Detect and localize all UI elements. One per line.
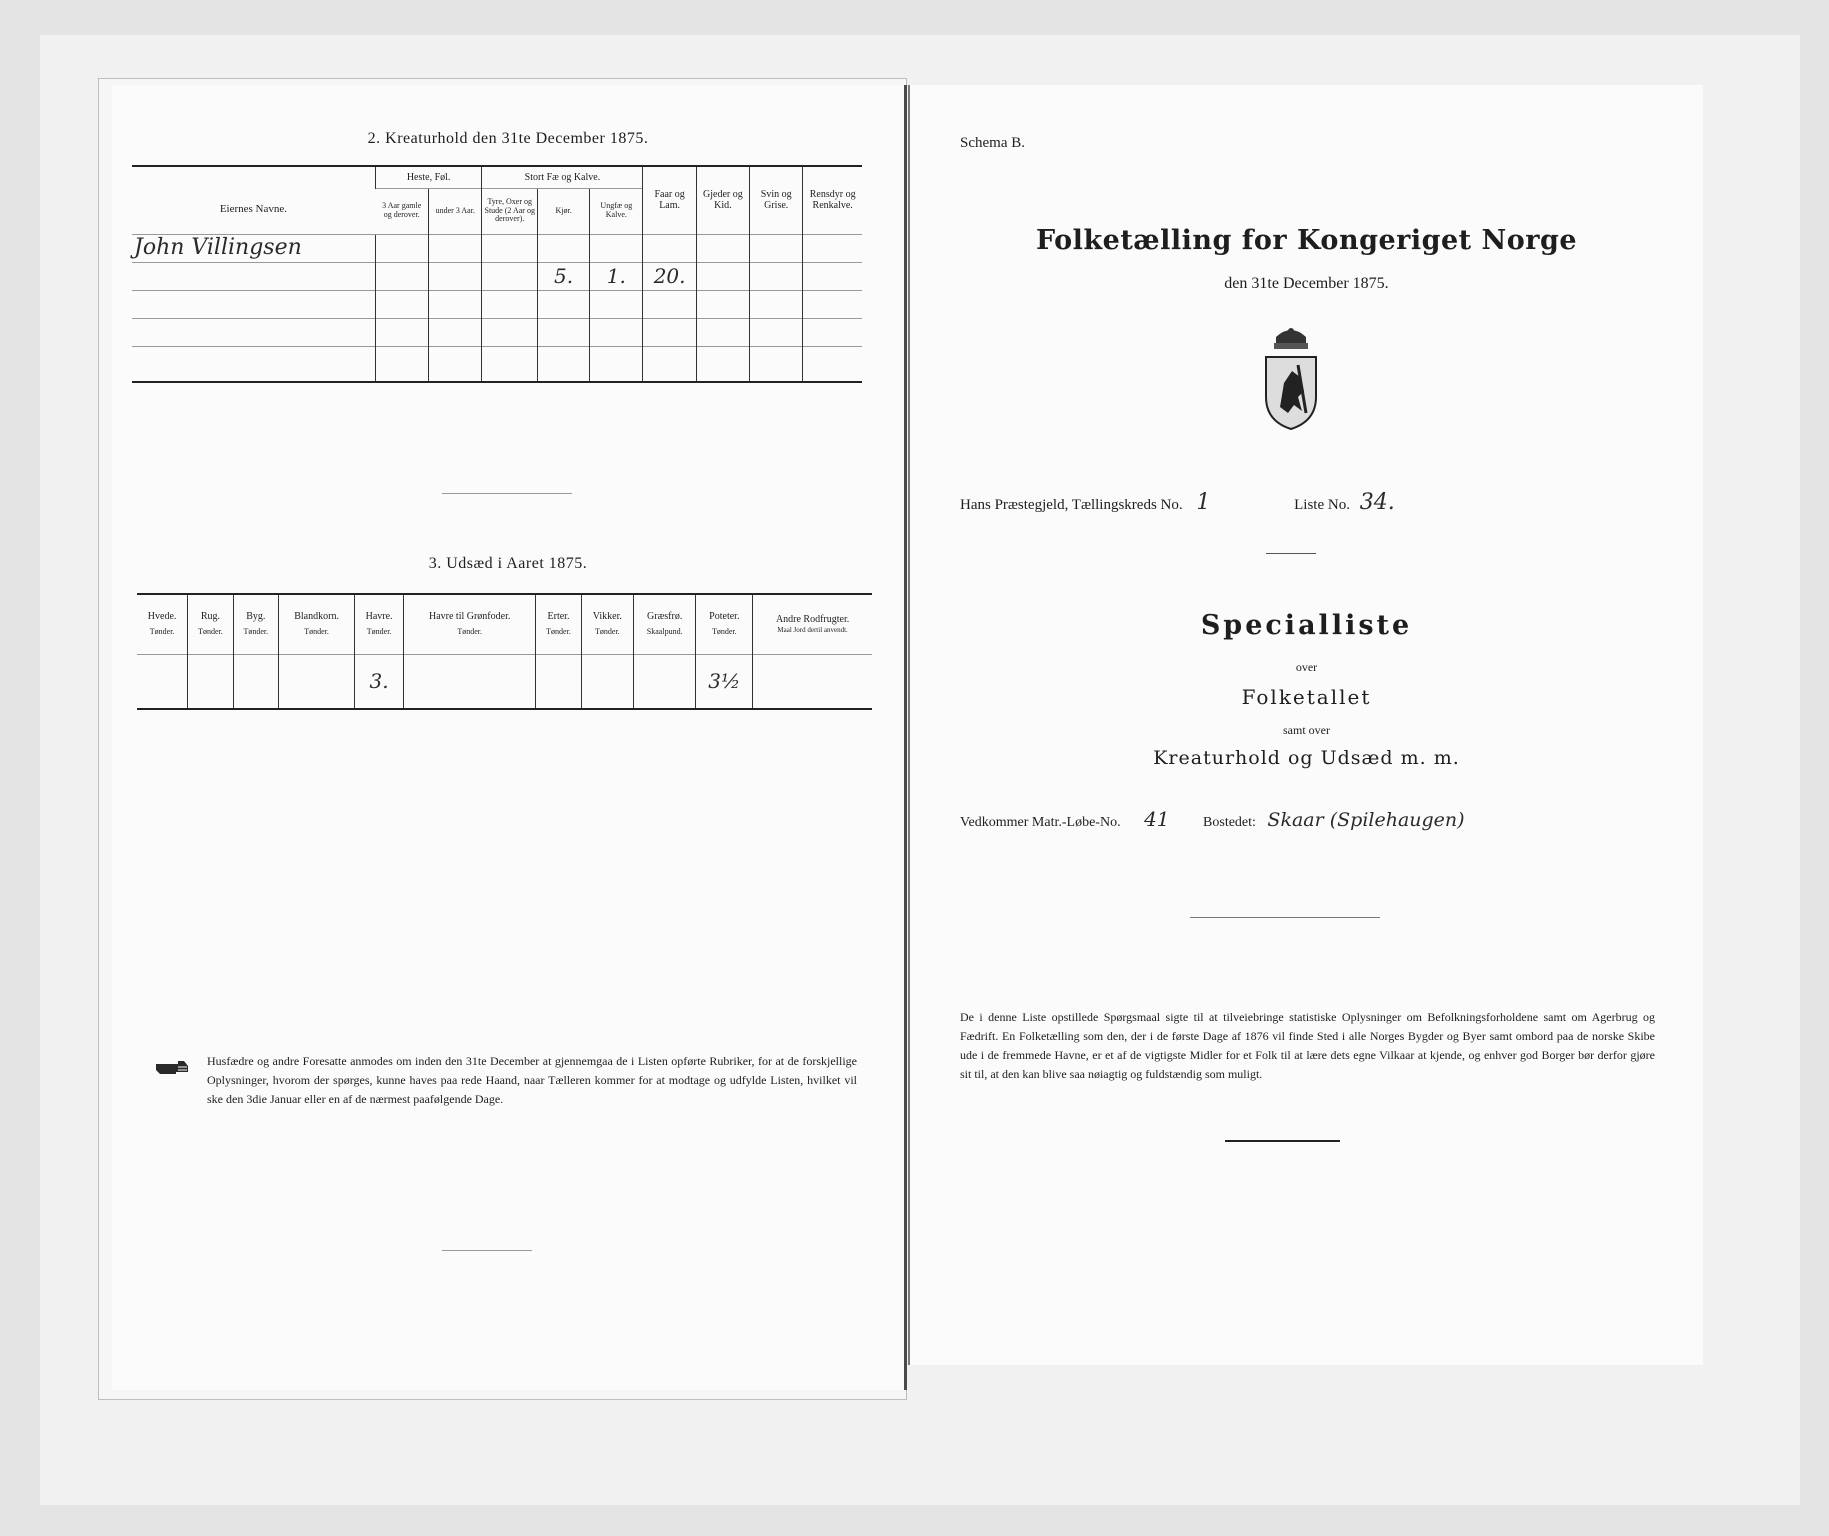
seed-col-unit: Tønder.: [304, 627, 329, 637]
kreaturhold-heading: Kreaturhold og Udsæd m. m.: [1153, 747, 1460, 769]
matr-line: [960, 807, 1680, 831]
seed-col-name: Blandkorn.: [294, 611, 339, 623]
divider: [1190, 917, 1380, 918]
value-ungfae: 1.: [606, 264, 626, 288]
district-line: [960, 490, 1660, 515]
owner-name-handwritten: John Villingsen: [134, 234, 302, 260]
seed-col-name: Byg.: [246, 611, 266, 623]
document-title: Folketælling for Kongeriget Norge: [1035, 225, 1578, 256]
bosted-label: Bostedet:: [1203, 815, 1256, 830]
seed-col-name: Erter.: [547, 611, 570, 623]
seed-col-unit: Tønder.: [366, 627, 392, 637]
coat-of-arms-icon: [1258, 325, 1324, 433]
seed-col-unit: Skaalpund.: [646, 627, 683, 637]
matr-label: Vedkommer Matr.-Løbe-No.: [960, 815, 1121, 830]
col-faar: Faar og Lam.: [643, 166, 696, 234]
value-havre: 3.: [369, 669, 389, 694]
divider: [1225, 1140, 1340, 1142]
table-row: [132, 262, 862, 290]
section3-title: 3. Udsæd i Aaret 1875.: [428, 555, 588, 572]
col-owner-name: Eiernes Navne.: [132, 166, 375, 234]
footer-note: De i denne Liste opstillede Spørgsmaal sigte til at tilveiebringe statistiske Oplysninger om Befolkningsforholdene samt om Agerbrug og Fædrift. En Folketælling som den, der i de første Dage af 1876 vil finde Sted i alle Norges Bygder og Byer samt ombord paa de norske Skibe ude i de fremmede Havne, er et af de vigtigste Midler for et Folk til at lære dets egne Vilkaar at kjende, og enhver god Borger bør derfor gjøre sit til, at den kan blive saa nøiagtig og fuldstændig som muligt.: [960, 1010, 1655, 1081]
seed-col-unit: Tønder.: [595, 627, 620, 637]
samt-over-text: samt over: [1283, 723, 1330, 737]
seed-col-name: Havre til Grønfoder.: [428, 611, 511, 623]
matr-number: 41: [1144, 807, 1170, 831]
bosted-value: Skaar (Spilehaugen): [1267, 809, 1465, 831]
seed-col-unit: Tønder.: [711, 627, 737, 637]
right-page: [908, 85, 1703, 1365]
col-heste-a: 3 Aar gamle og derover.: [375, 188, 428, 234]
table-row: [132, 290, 862, 318]
liste-number: 34.: [1359, 490, 1395, 515]
section2-title: 2. Kreaturhold den 31te December 1875.: [367, 130, 649, 147]
document-date: den 31te December 1875.: [1224, 275, 1389, 292]
seed-col-unit: Tønder.: [243, 627, 269, 637]
table-row: [132, 318, 862, 346]
col-stort-c: Ungfæ og Kalve.: [590, 188, 643, 234]
table-row: [132, 346, 862, 382]
divider: [442, 493, 572, 494]
seed-col-unit: Maal Jord dertil anvendt.: [777, 625, 848, 634]
seed-table: [137, 593, 872, 710]
value-poteter: 3½: [708, 669, 741, 694]
col-svin: Svin og Grise.: [750, 166, 803, 234]
col-group-stort: Stort Fæ og Kalve.: [482, 166, 643, 188]
col-heste-b: under 3 Aar.: [429, 188, 482, 234]
value-kjor: 5.: [554, 264, 574, 288]
col-stort-b: Kjør.: [538, 188, 590, 234]
value-faar: 20.: [653, 264, 686, 288]
seed-col-name: Andre Rodfrugter.: [775, 613, 850, 625]
col-rensdyr: Rensdyr og Renkalve.: [803, 166, 862, 234]
liste-label: Liste No.: [1294, 497, 1350, 513]
col-gjeder: Gjeder og Kid.: [696, 166, 749, 234]
col-stort-a: Tyre, Oxer og Stude (2 Aar og derover).: [482, 188, 538, 234]
seed-col-name: Havre.: [365, 611, 393, 623]
prest-label: Hans Præstegjeld, Tællingskreds No.: [960, 497, 1183, 513]
table-row: [132, 234, 862, 262]
seed-col-unit: Tønder.: [546, 627, 571, 637]
divider: [1266, 553, 1316, 554]
folketallet-heading: Folketallet: [1241, 685, 1372, 709]
seed-col-name: Poteter.: [709, 611, 740, 623]
seed-col-name: Græsfrø.: [647, 611, 683, 623]
left-instruction-note: Husfædre og andre Foresatte anmodes om inden den 31te December at gjennemgaa de i Listen opførte Rubriker, for at de forskjellige Oplysninger, hvorom der spørges, kunne haves paa rede Haand, naar Tælleren kommer for at modtage og udfylde Listen, hvilket vil ske den 3die Januar eller en af de nærmest paafølgende Dage.: [207, 1054, 857, 1106]
schema-label: Schema B.: [960, 135, 1025, 151]
col-group-heste: Heste, Føl.: [375, 166, 482, 188]
table-row: [137, 654, 872, 709]
specialliste-heading: Specialliste: [1200, 610, 1413, 641]
seed-col-name: Vikker.: [592, 611, 622, 623]
livestock-table: [132, 165, 862, 383]
divider: [442, 1250, 532, 1251]
seed-col-name: Hvede.: [147, 611, 177, 623]
seed-col-unit: Tønder.: [149, 627, 175, 637]
seed-col-unit: Tønder.: [198, 627, 223, 637]
seed-col-unit: Tønder.: [457, 627, 482, 637]
pointing-hand-icon: [154, 1057, 194, 1077]
over-text: over: [1295, 660, 1318, 674]
seed-col-name: Rug.: [200, 611, 220, 623]
kreds-number: 1: [1196, 490, 1211, 515]
left-page: [112, 85, 907, 1390]
